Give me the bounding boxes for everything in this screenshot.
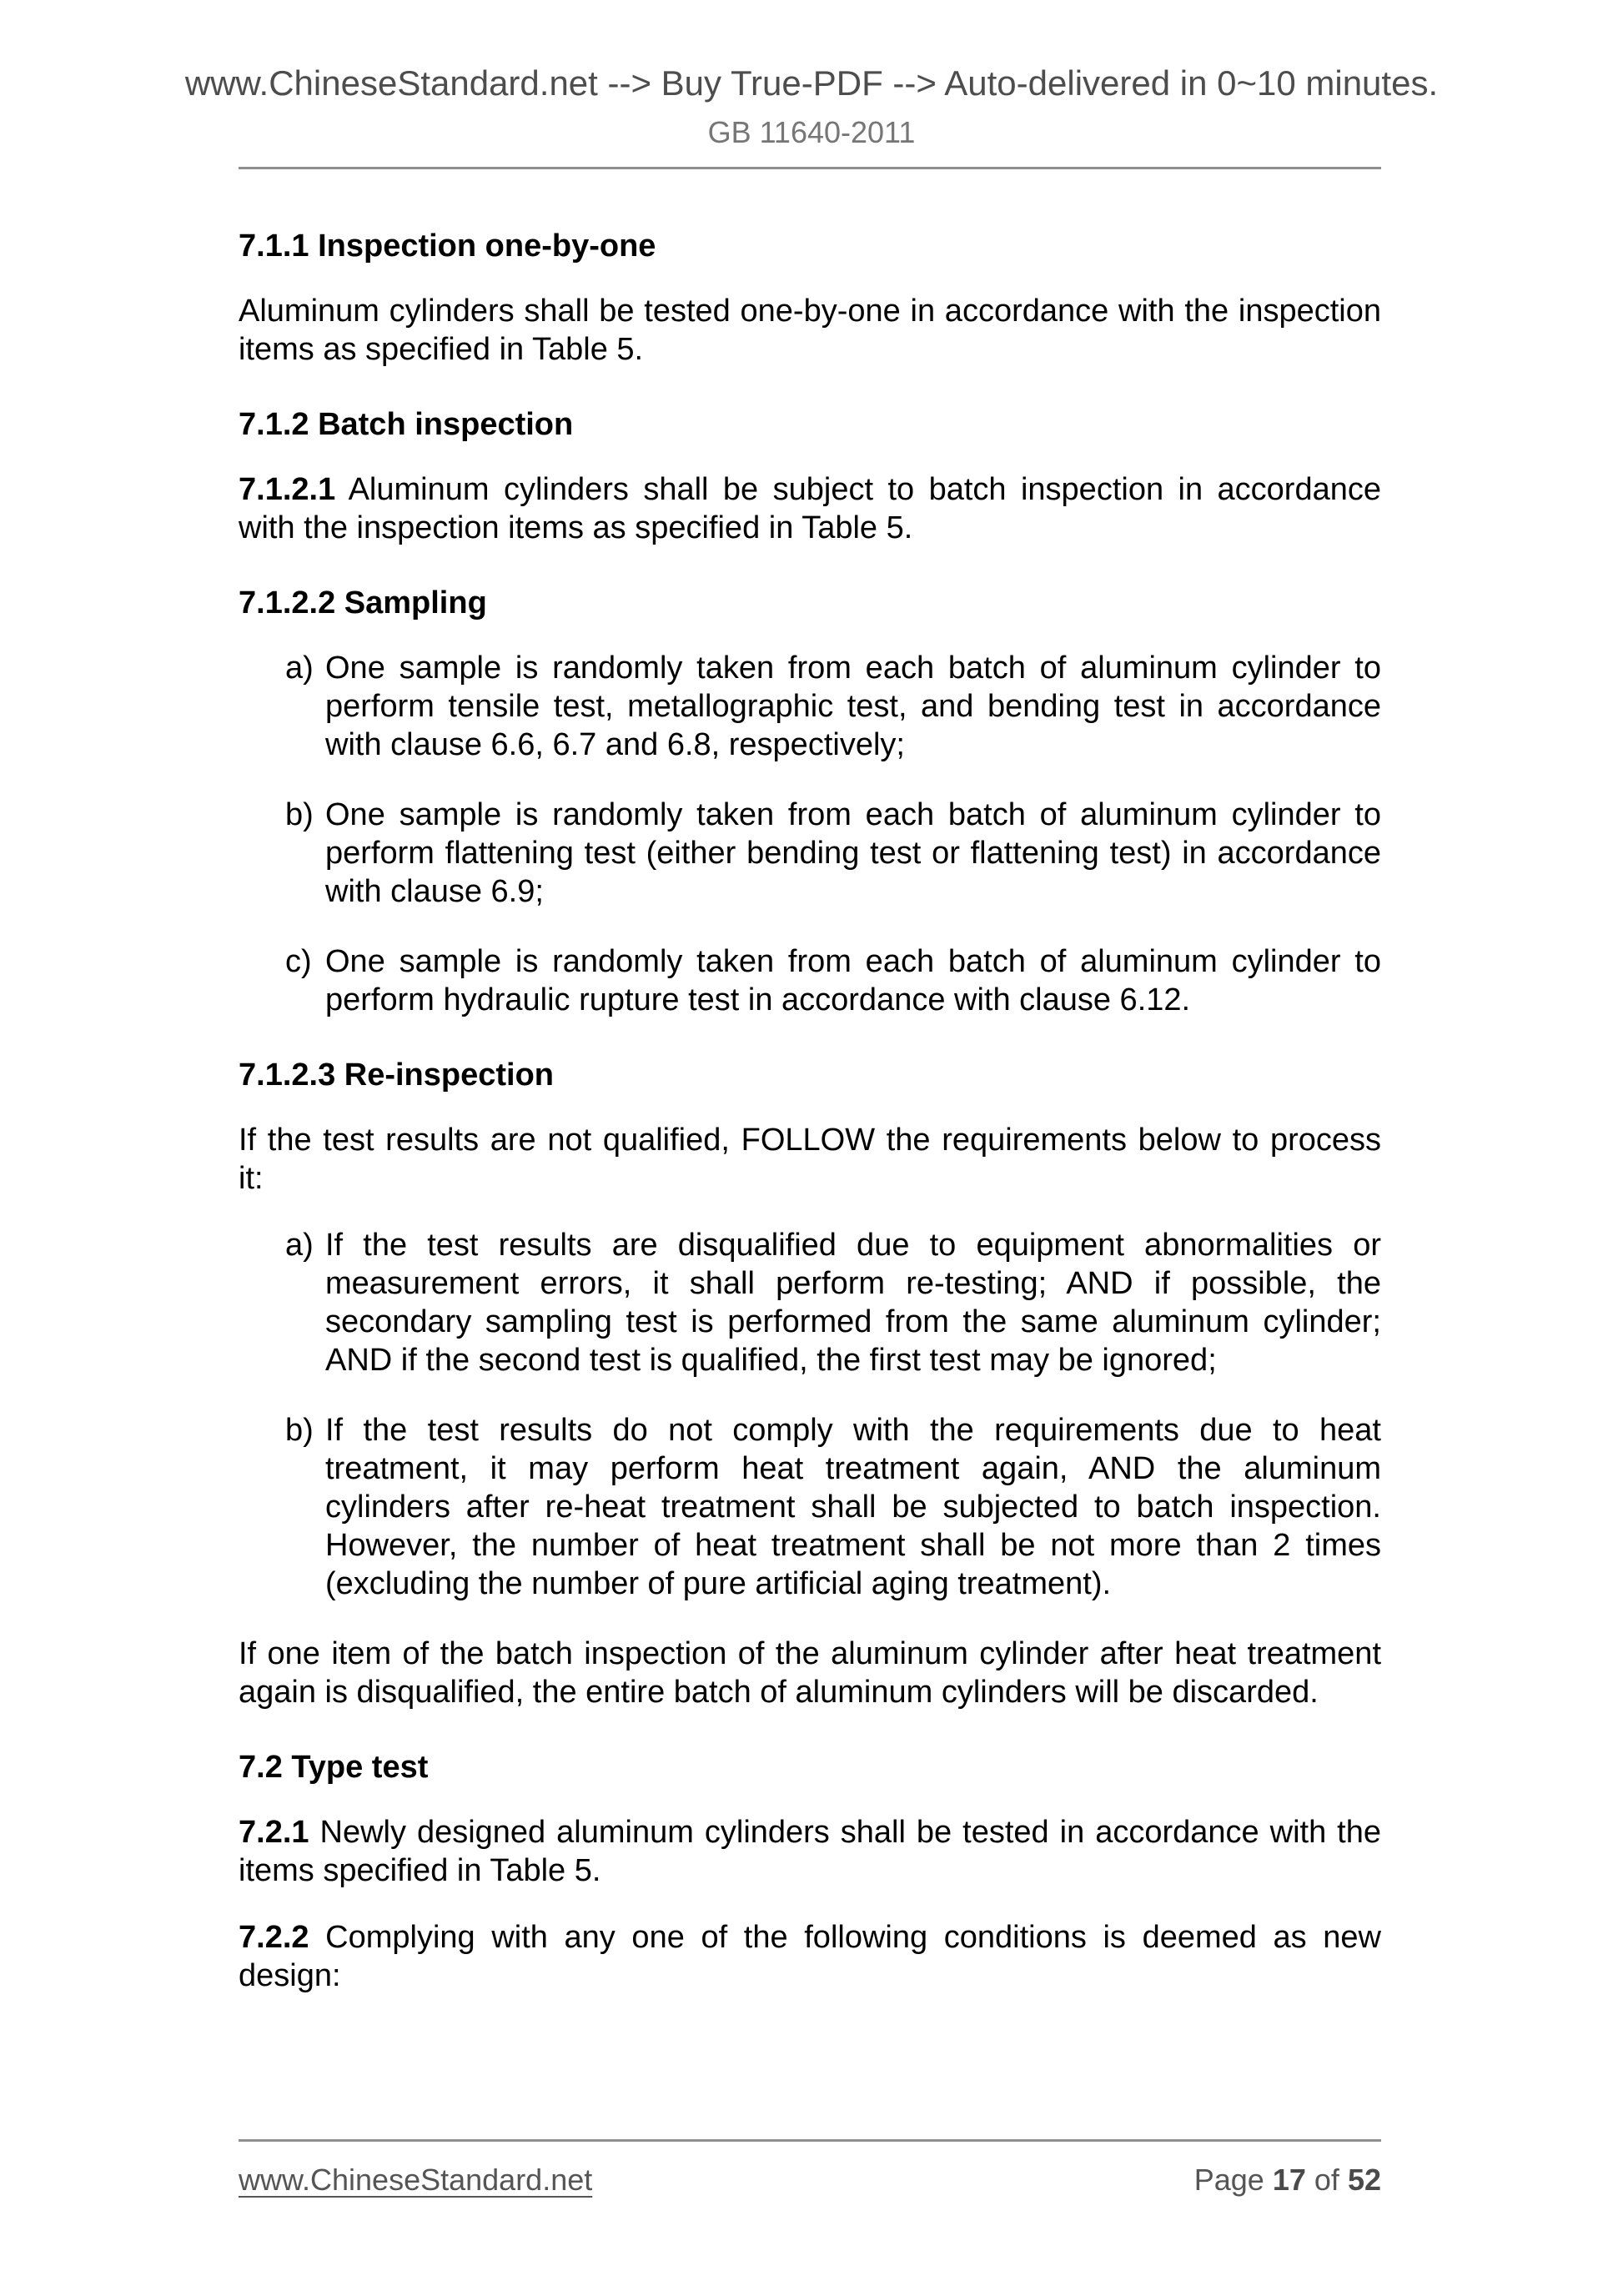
paragraph-7-2-1 [239,1813,1381,1890]
section-heading-7-1-2-3: 7.1.2.3 Re-inspection [239,1058,555,1093]
header-note: www.ChineseStandard.net --> Buy True-PDF --> Auto-delivered in 0~10 minutes. [184,63,1439,103]
paragraph-discard: If one item of the batch inspection of the aluminum cylinder after heat treatment again is disqualified, the entire batch of aluminum cylinders will be discarded. [239,1636,1381,1710]
section-heading-7-1-2-2: 7.1.2.2 Sampling [239,585,487,620]
clause-number: 7.2.2 [239,1920,309,1955]
list-marker: b) [285,1413,314,1448]
list-item-text: If the test results are disqualified due to equipment abnormalities or measurement errors, it shall perform re-testing; AND if possible, the secondary sampling test is performed from the same aluminum cylinder; AND if the second test is qualified, the first test may be ignored; [325,1228,1381,1378]
page-header [0,0,1623,148]
page-total: 52 [1347,2163,1381,2197]
clause-number: 7.1.2.1 [239,472,336,507]
list-item-reinspection-a [239,1226,1381,1379]
page-footer [239,2139,1381,2197]
clause-text: Complying with any one of the following conditions is deemed as new design: [239,1920,1381,1993]
clause-number: 7.2.1 [239,1815,309,1850]
list-item-reinspection-b [239,1411,1381,1603]
paragraph-7-1-2-1 [239,470,1381,547]
page-label: Page [1193,2163,1264,2197]
list-item-text: If the test results do not comply with the requirements due to heat treatment, it may perform heat treatment again, AND the aluminum cylinders after re-heat treatment shall be subjected to batch inspection. However, the number of heat treatment shall be not more than 2 times (excluding the number of pure artificial aging treatment). [325,1413,1381,1601]
list-item-text: One sample is randomly taken from each batch of aluminum cylinder to perform hydraulic rupture test in accordance with clause 6.12. [325,944,1381,1017]
list-item-sampling-c [239,942,1381,1019]
clause-text: Newly designed aluminum cylinders shall be tested in accordance with the items specified in Table 5. [239,1815,1381,1888]
doc-number: GB 11640-2011 [707,115,916,149]
list-marker: b) [285,797,314,832]
list-item-text: One sample is randomly taken from each batch of aluminum cylinder to perform tensile test, metallographic test, and bending test in accordance with clause 6.6, 6.7 and 6.8, respectively; [325,651,1381,762]
list-item-sampling-a [239,649,1381,764]
paragraph-7-1-2-3: If the test results are not qualified, FOLLOW the requirements below to process it: [239,1123,1381,1196]
list-marker: a) [285,651,314,686]
list-marker: c) [285,944,312,979]
paragraph-7-1-1: Aluminum cylinders shall be tested one-by-one in accordance with the inspection items as specified in Table 5. [239,294,1381,367]
section-heading-7-1-1: 7.1.1 Inspection one-by-one [239,229,656,264]
page-of-label: of [1314,2163,1339,2197]
clause-text: Aluminum cylinders shall be subject to batch inspection in accordance with the inspection items as specified in Table 5. [239,472,1381,545]
list-marker: a) [285,1228,314,1263]
section-heading-7-1-2: 7.1.2 Batch inspection [239,407,574,442]
paragraph-7-2-2 [239,1918,1381,1995]
list-item-sampling-b [239,796,1381,911]
page-current: 17 [1272,2163,1306,2197]
footer-site-link[interactable]: www.ChineseStandard.net [239,2163,593,2197]
document-body [239,169,1381,1995]
section-heading-7-2: 7.2 Type test [239,1750,429,1785]
list-item-text: One sample is randomly taken from each batch of aluminum cylinder to perform flattening test (either bending test or flattening test) in accordance with clause 6.9; [325,797,1381,909]
page-indicator [1194,2163,1381,2197]
